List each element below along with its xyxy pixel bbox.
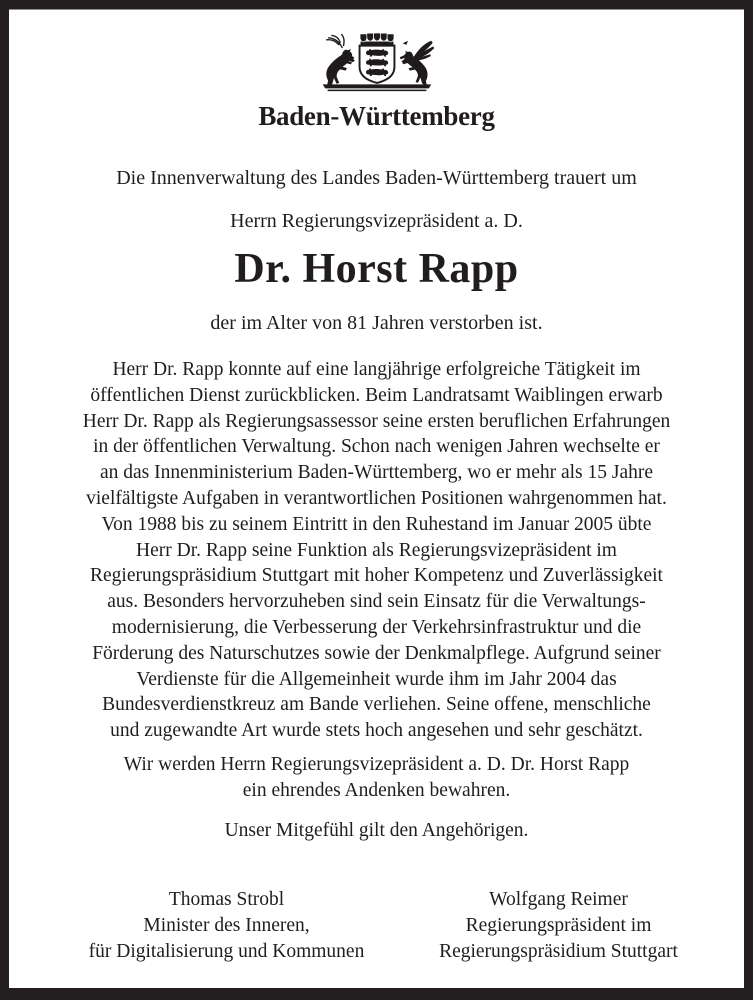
wordmark: Baden-Württemberg: [258, 101, 495, 131]
emblem-crown: [360, 33, 394, 45]
signature-role-line: Minister des Inneren,: [143, 914, 310, 936]
signature-left-roles: [77, 913, 377, 965]
signature-right-roles: [409, 913, 709, 965]
closing-line: Wir werden Herrn Regierungsvizepräsident a. D. Dr. Horst Rapp: [123, 753, 630, 775]
intro-line-2: Herrn Regierungsvizepräsident a. D.: [230, 210, 523, 232]
emblem-shield: [359, 46, 394, 83]
body-line: vielfältigste Aufgaben in verantwortlichen Positionen wahrgenommen hat.: [86, 487, 667, 509]
signature-right-name: Wolfgang Reimer: [489, 888, 628, 910]
signature-role-line: für Digitalisierung und Kommunen: [88, 940, 365, 962]
death-line: der im Alter von 81 Jahren verstorben ist.: [210, 312, 543, 334]
body-line: Herr Dr. Rapp konnte auf eine langjährige erfolgreiche Tätigkeit im: [112, 359, 641, 380]
emblem-stag: [326, 34, 355, 87]
emblem-container: [9, 33, 744, 100]
deceased-name: Dr. Horst Rapp: [234, 246, 519, 292]
intro-line-1: Die Innenverwaltung des Landes Baden-Württemberg trauert um: [116, 167, 637, 189]
signature-left-name: Thomas Strobl: [168, 888, 285, 910]
signatures-row: [9, 887, 744, 965]
emblem-plinth: [322, 84, 431, 91]
body-line: Förderung des Naturschutzes sowie der Denkmalpflege. Aufgrund seiner: [92, 642, 661, 664]
body-line: Herr Dr. Rapp als Regierungsassessor seine ersten beruflichen Erfahrungen: [82, 410, 671, 432]
body-line: modernisierung, die Verbesserung der Verkehrsinfrastruktur und die: [111, 616, 642, 638]
baden-wuerttemberg-coat-of-arms-icon: [311, 33, 443, 95]
signature-role-line: Regierungspräsidium Stuttgart: [439, 940, 678, 962]
body-line: Von 1988 bis zu seinem Eintritt in den Ruhestand im Januar 2005 übte: [101, 513, 652, 535]
body-line: Herr Dr. Rapp seine Funktion als Regierungsvizepräsident im: [136, 539, 617, 561]
body-line: Regierungspräsidium Stuttgart mit hoher Kompetenz und Zuverlässigkeit: [90, 565, 663, 587]
obituary-body: [9, 357, 744, 744]
signature-left: [77, 887, 377, 965]
body-line: Bundesverdienstkreuz am Bande verliehen. Seine offene, menschliche: [102, 694, 651, 716]
signature-role-line: Regierungspräsident im: [465, 914, 652, 936]
body-line: Verdienste für die Allgemeinheit wurde ihm im Jahr 2004 das: [136, 668, 617, 690]
body-line: und zugewandte Art wurde stets hoch angesehen und sehr geschätzt.: [110, 720, 643, 742]
body-line: in der öffentlichen Verwaltung. Schon nach wenigen Jahren wechselte er: [93, 436, 660, 458]
closing-lines: [9, 752, 744, 804]
closing-line: ein ehrendes Andenken bewahren.: [242, 779, 511, 801]
body-line: an das Innenministerium Baden-Württemberg, wo er mehr als 15 Jahre: [99, 462, 654, 484]
condolence-line: Unser Mitgefühl gilt den Angehörigen.: [224, 819, 529, 841]
emblem-griffin: [399, 41, 433, 88]
body-line: öffentlichen Dienst zurückblicken. Beim Landratsamt Waiblingen erwarb: [90, 384, 663, 406]
body-line: aus. Besonders hervorzuheben sind sein Einsatz für die Verwaltungs-: [107, 591, 646, 613]
signature-right: [409, 887, 709, 965]
